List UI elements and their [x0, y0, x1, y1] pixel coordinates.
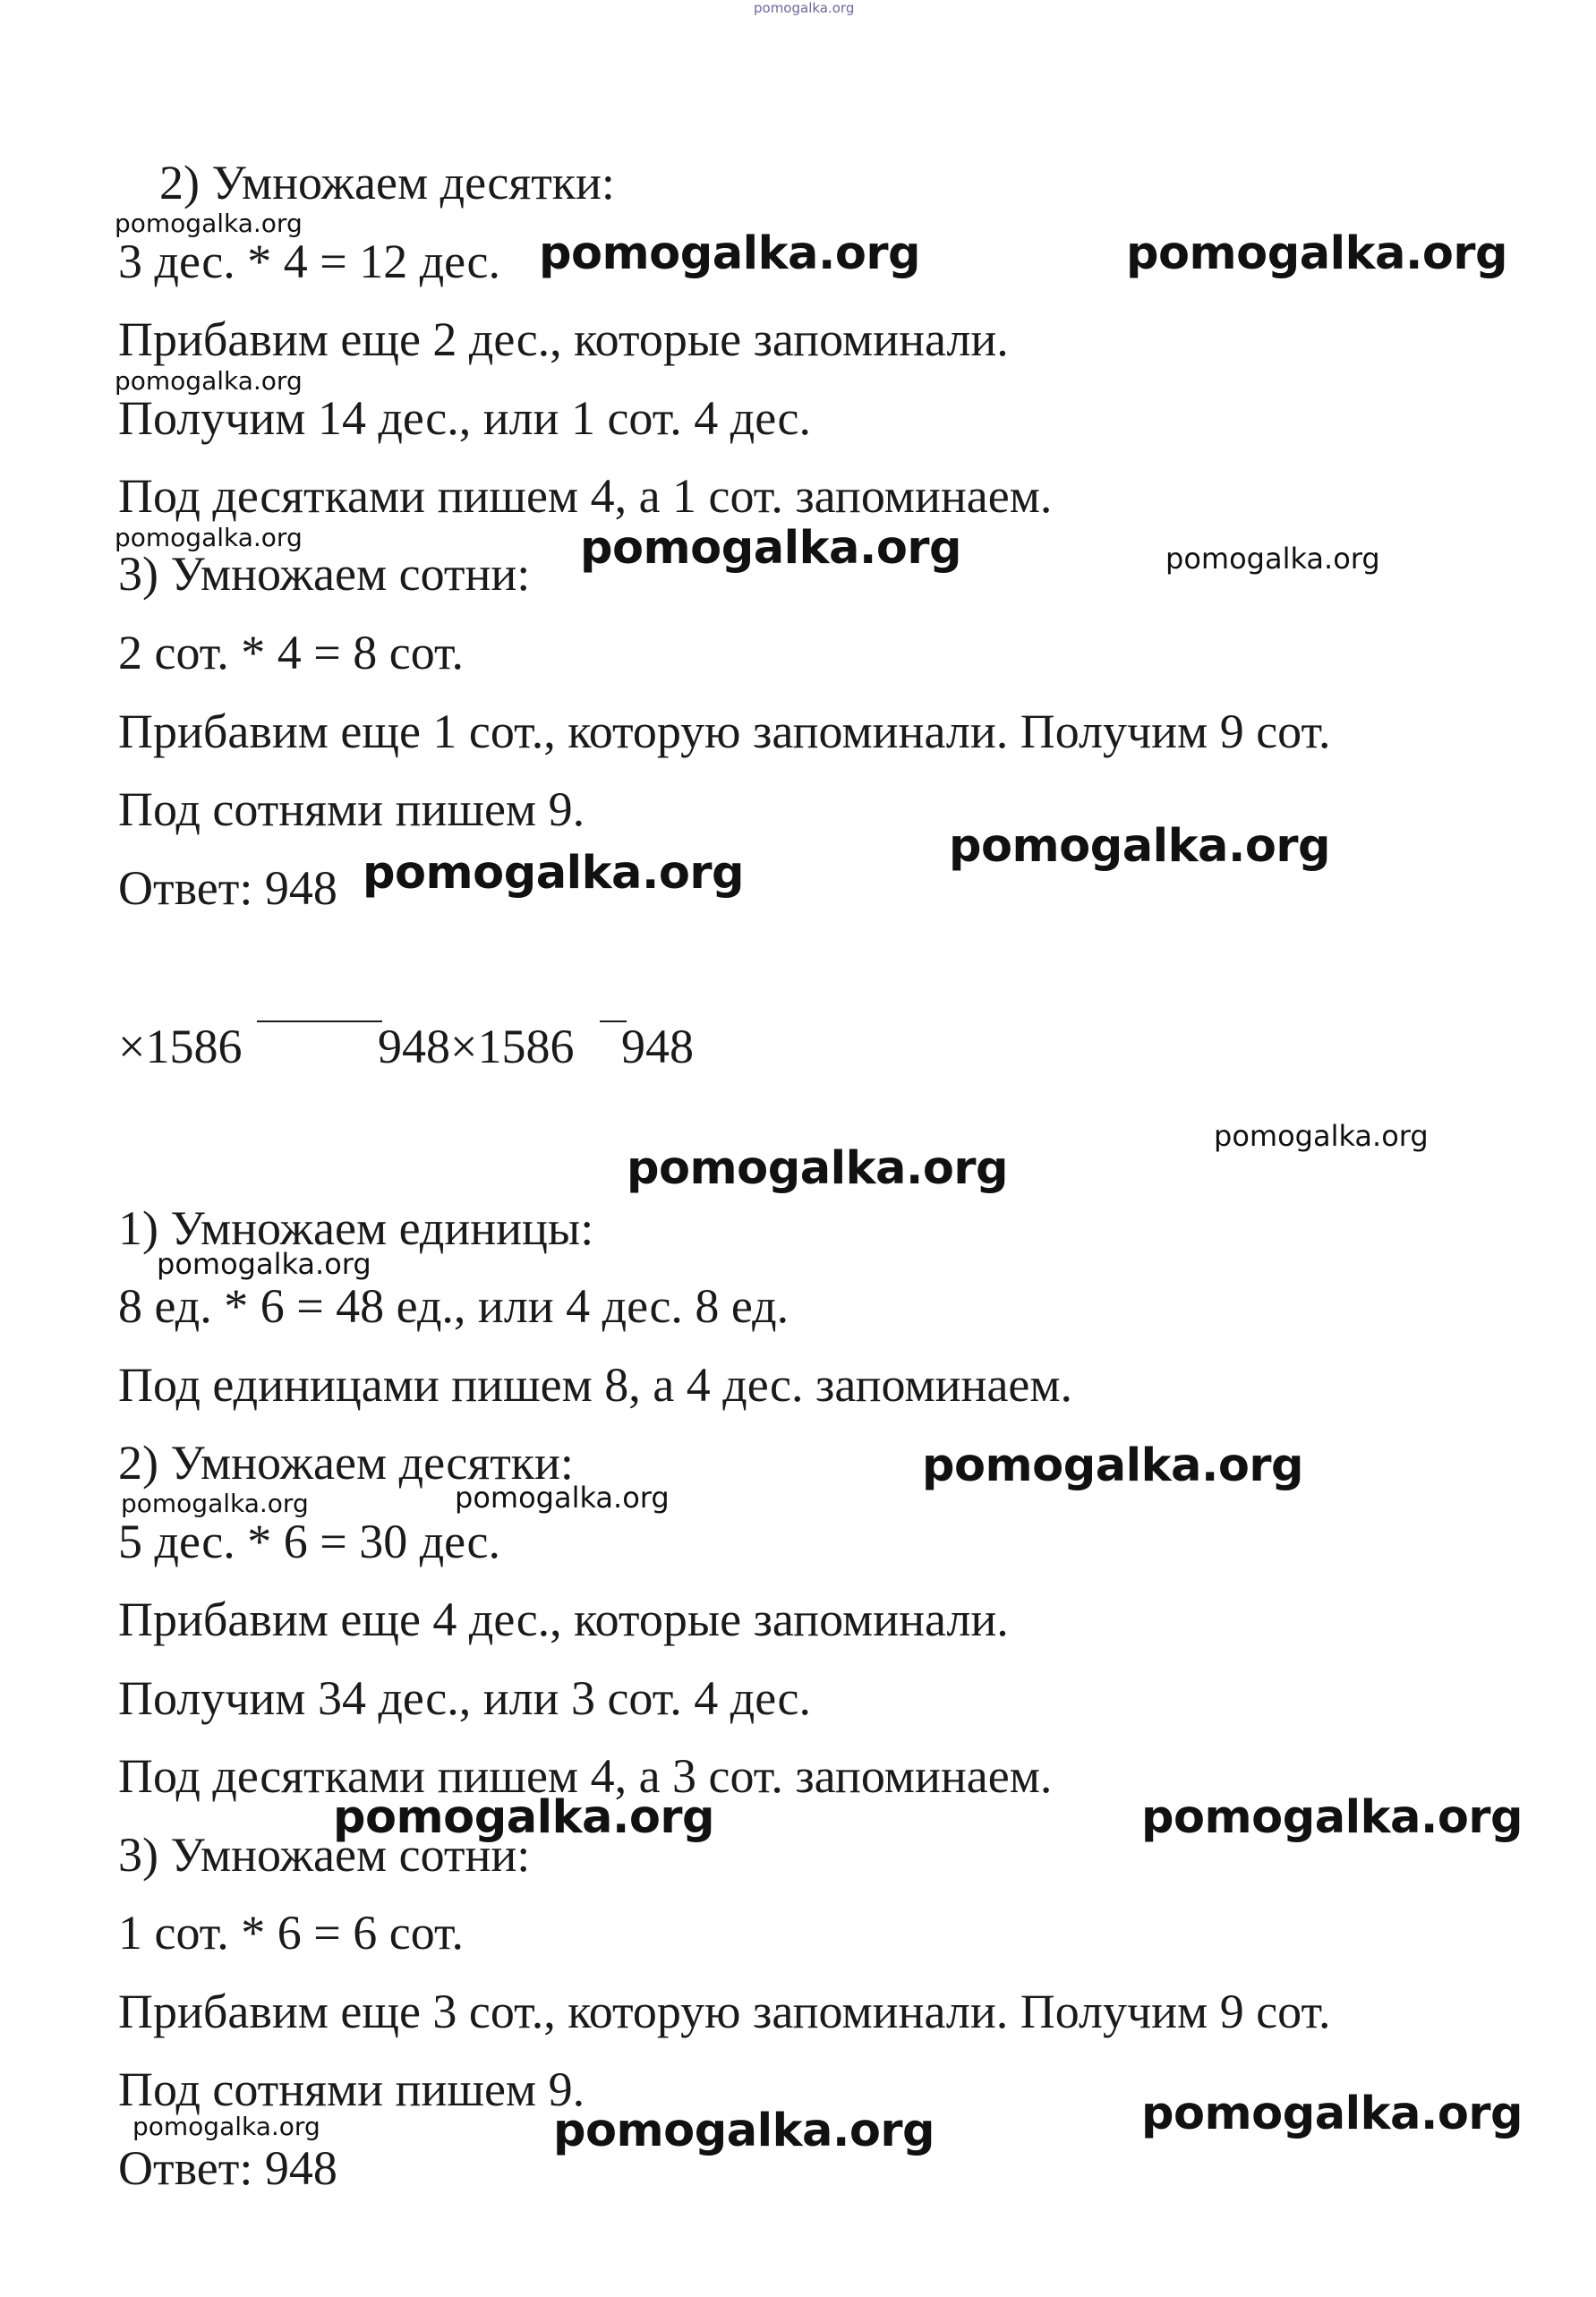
watermark: pomogalka.org — [553, 2105, 935, 2157]
p2-step-1-equation: 8 ед. * 6 = 48 ед., или 4 дес. 8 ед. — [118, 1279, 789, 1333]
p2-step-1-heading: 1) Умножаем единицы: — [118, 1201, 594, 1255]
p2-step-2-equation: 5 дес. * 6 = 30 дес. — [118, 1515, 500, 1568]
expr-overline-1 — [257, 1020, 382, 1022]
p2-step-3-equation: 1 сот. * 6 = 6 сот. — [118, 1906, 465, 1960]
watermark: pomogalka.org — [580, 522, 962, 575]
watermark: pomogalka.org — [1141, 1791, 1523, 1844]
p2-step-2-add-text: Прибавим еще 4 дес., которые запоминали. — [118, 1593, 1009, 1646]
p2-step-3-heading: 3) Умножаем сотни: — [118, 1828, 531, 1882]
watermark: pomogalka.org — [1141, 2088, 1523, 2140]
watermark: pomogalka.org — [157, 1247, 371, 1281]
step-3-add-text: Прибавим еще 1 сот., которую запоминали. Получим 9 сот. — [118, 704, 1331, 758]
p2-step-2-result-text: Получим 34 дес., или 3 сот. 4 дес. — [118, 1671, 812, 1725]
watermark: pomogalka.org — [455, 1481, 670, 1515]
watermark: pomogalka.org — [115, 523, 303, 552]
watermark: pomogalka.org — [121, 1489, 309, 1518]
watermark: pomogalka.org — [333, 1791, 715, 1844]
p2-step-3-write-text: Под сотнями пишем 9. — [118, 2062, 585, 2116]
answer-2: Ответ: 948 — [118, 2141, 337, 2195]
p2-step-1-write-text: Под единицами пишем 8, а 4 дес. запоминаем. — [118, 1358, 1073, 1412]
watermark-top: pomogalka.org — [754, 0, 855, 16]
p2-step-3-add-text: Прибавим еще 3 сот., которую запоминали. Получим 9 сот. — [118, 1985, 1331, 2038]
watermark: pomogalka.org — [363, 847, 745, 900]
watermark: pomogalka.org — [539, 227, 921, 280]
watermark: pomogalka.org — [627, 1142, 1009, 1195]
step-2-write-text: Под десятками пишем 4, а 1 сот. запоминаем. — [118, 469, 1053, 523]
watermark: pomogalka.org — [115, 209, 303, 238]
step-3-equation: 2 сот. * 4 = 8 сот. — [118, 626, 465, 679]
watermark: pomogalka.org — [1165, 542, 1380, 576]
watermark: pomogalka.org — [1126, 227, 1508, 280]
watermark: pomogalka.org — [922, 1439, 1304, 1492]
step-3-heading: 3) Умножаем сотни: — [118, 547, 531, 601]
p2-step-2-write-text: Под десятками пишем 4, а 3 сот. запоминаем. — [118, 1749, 1053, 1803]
step-2-equation: 3 дес. * 4 = 12 дес. — [118, 235, 500, 288]
step-3-write-text: Под сотнями пишем 9. — [118, 782, 585, 836]
watermark: pomogalka.org — [949, 820, 1331, 873]
watermark: pomogalka.org — [115, 366, 303, 396]
expr-part-a: ×1586 — [118, 1020, 243, 1073]
step-2-heading: 2) Умножаем десятки: — [159, 156, 615, 209]
step-2-add-text: Прибавим еще 2 дес., которые запоминали. — [118, 312, 1009, 366]
p2-step-2-heading: 2) Умножаем десятки: — [118, 1436, 574, 1490]
expr-part-b: 948×1586 — [378, 1020, 575, 1073]
expr-part-c: 948 — [621, 1020, 694, 1073]
answer-1: Ответ: 948 — [118, 861, 337, 915]
watermark: pomogalka.org — [1214, 1119, 1429, 1153]
step-2-result-text: Получим 14 дес., или 1 сот. 4 дес. — [118, 391, 812, 445]
watermark: pomogalka.org — [132, 2112, 320, 2141]
